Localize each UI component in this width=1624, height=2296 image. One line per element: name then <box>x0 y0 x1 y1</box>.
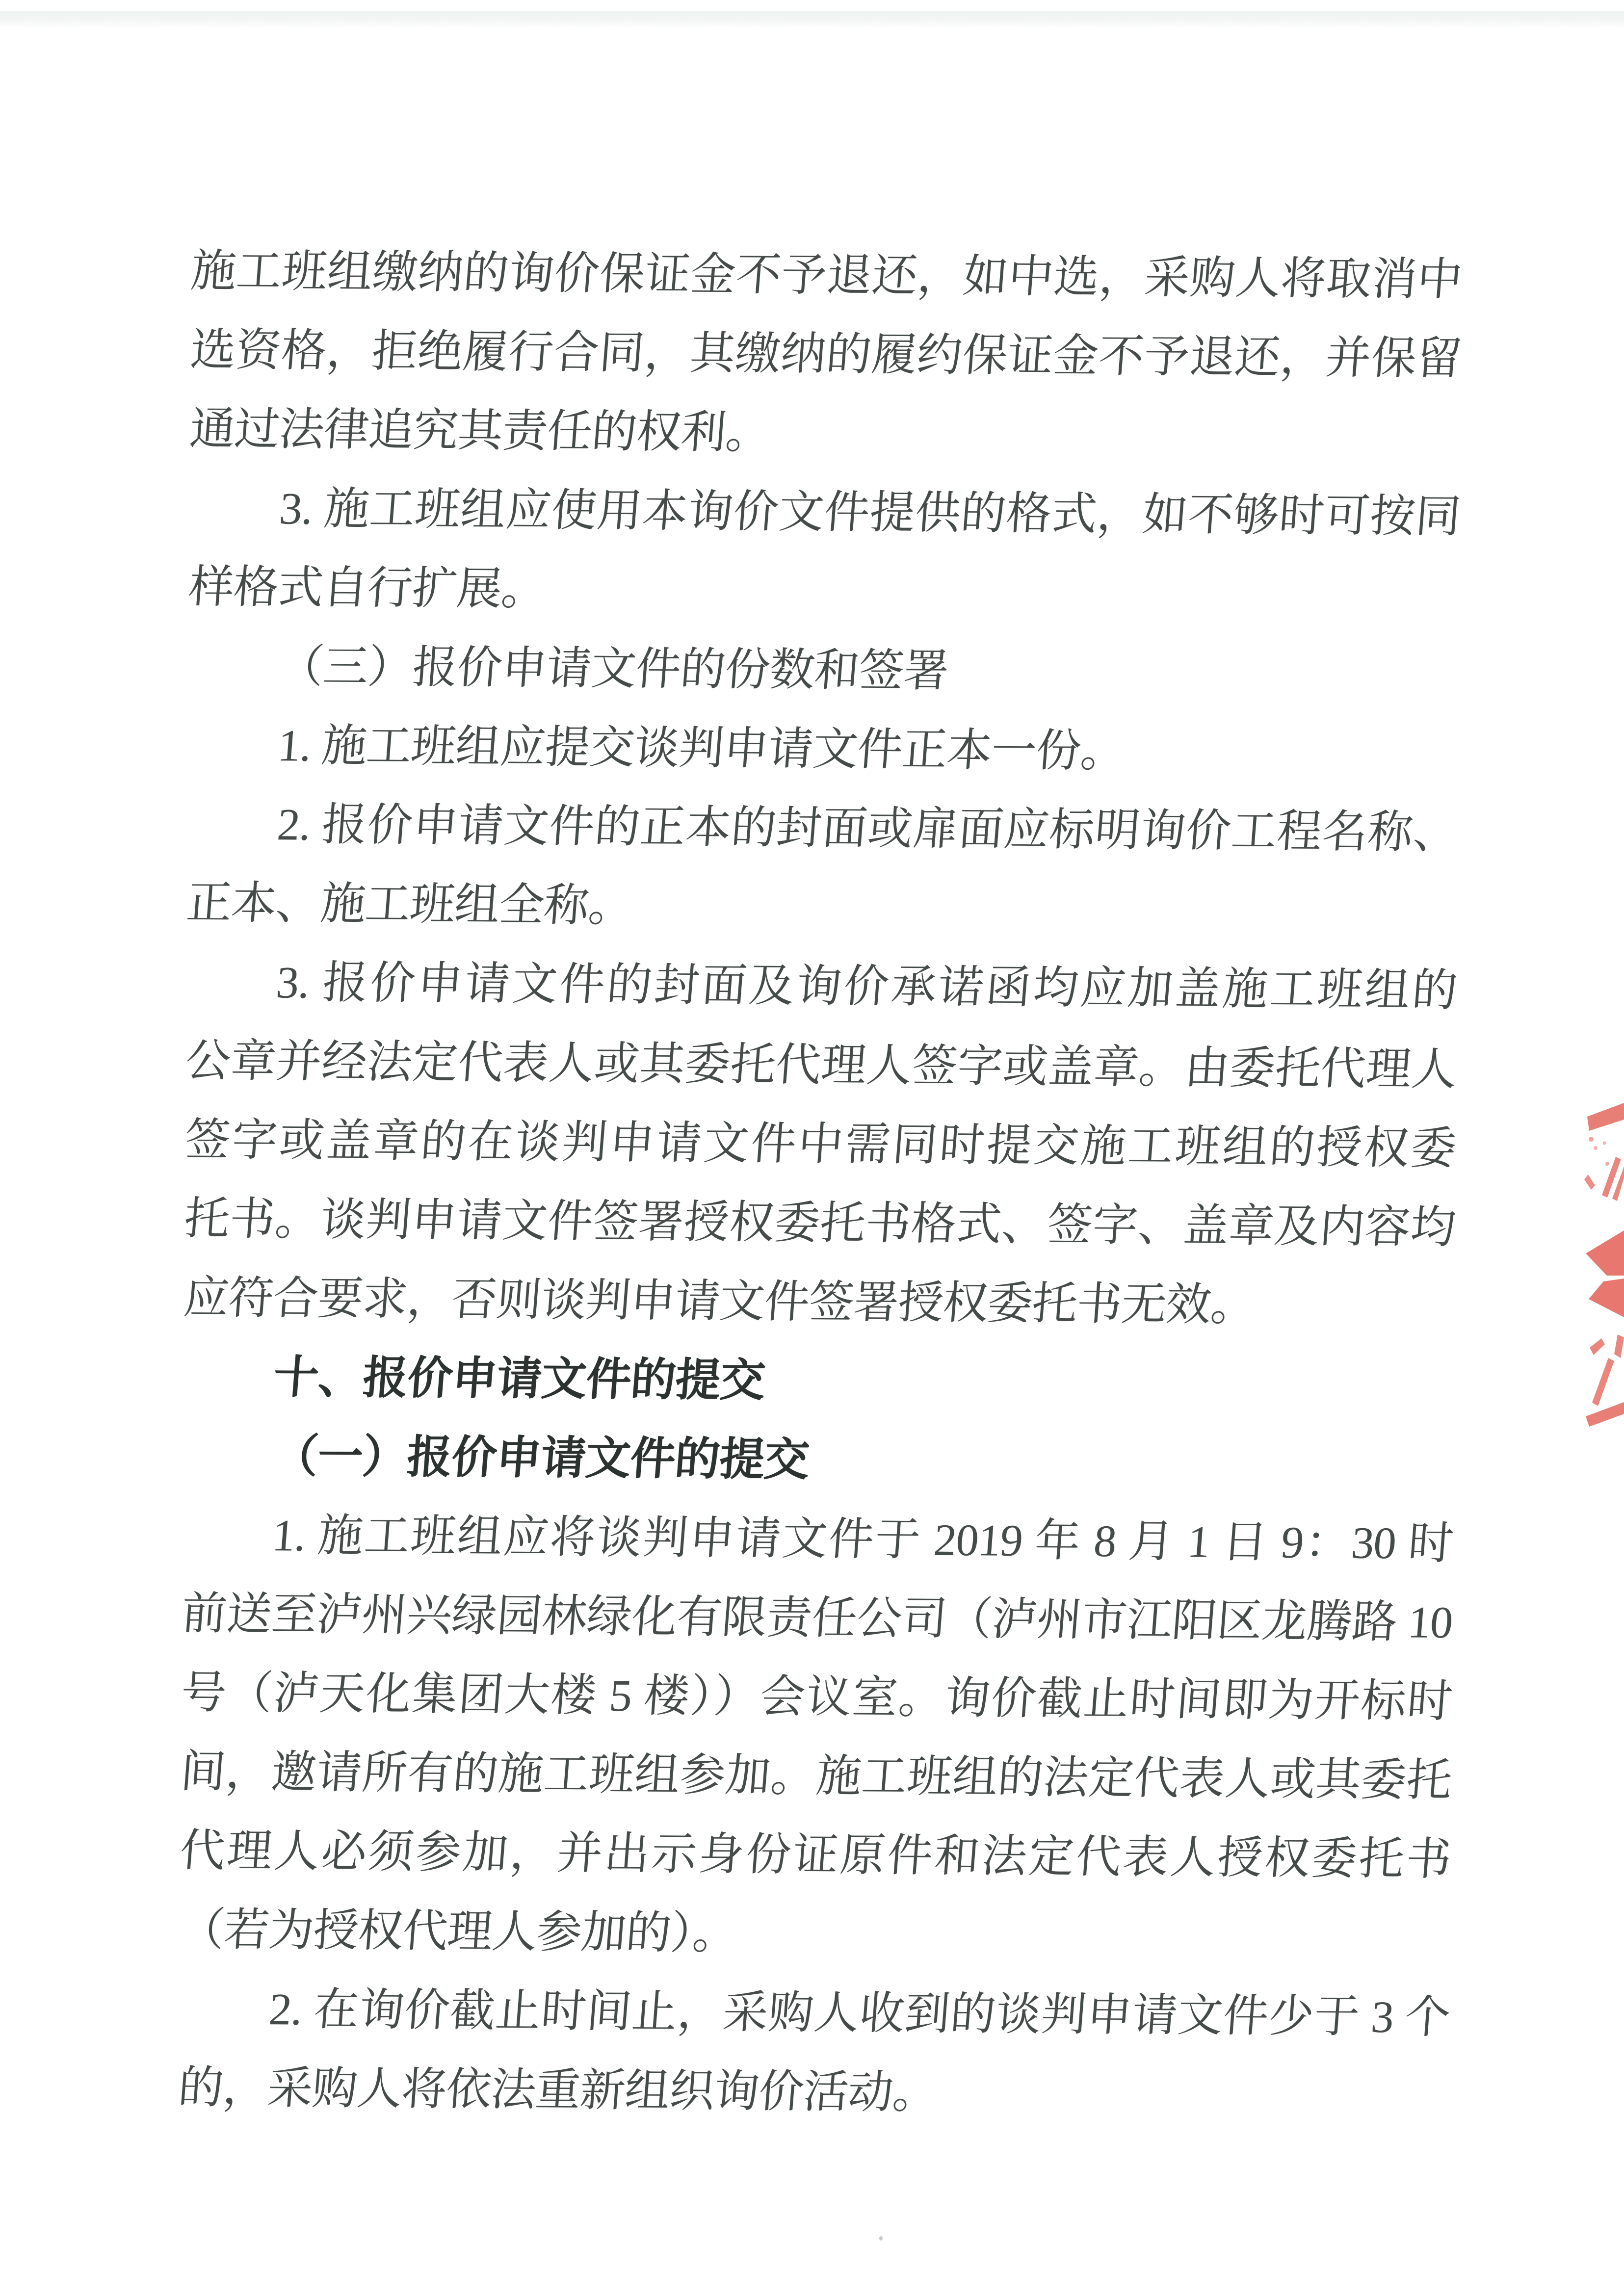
dust-speck <box>879 2236 883 2241</box>
stamp-speck <box>1594 1146 1598 1150</box>
stamp-stroke <box>1586 1230 1624 1276</box>
stamp-speck <box>1589 1137 1594 1142</box>
stamp-stroke <box>1589 1278 1624 1317</box>
text-line-11: 公章并经法定代表人或其委托代理人签字或盖章。由委托代理人 <box>183 1035 1459 1095</box>
stamp-stroke <box>1586 1402 1624 1427</box>
text-line-17: 1. 施工班组应将谈判申请文件于 2019 年 8 月 1 日 9：30 时 <box>270 1510 1455 1568</box>
stamp-stroke <box>1614 1334 1624 1358</box>
stamp-stroke <box>1584 1174 1595 1190</box>
text-line-9: 正本、施工班组全称。 <box>184 877 635 931</box>
text-line-4: 3. 施工班组应使用本询价文件提供的格式，如不够时可按同 <box>278 483 1462 542</box>
text-line-1: 施工班组缴纳的询价保证金不予退还，如中选，采购人将取消中 <box>189 246 1464 305</box>
text-line-22: （若为授权代理人参加的）。 <box>177 1904 739 1958</box>
text-line-12: 签字或盖章的在谈判申请文件中需同时提交施工班组的授权委 <box>183 1114 1458 1174</box>
stamp-stroke <box>1590 1338 1605 1355</box>
text-line-19: 号（泸天化集团大楼 5 楼））会议室。询价截止时间即为开标时 <box>179 1667 1454 1726</box>
text-line-15: 十、报价申请文件的提交 <box>271 1352 767 1406</box>
text-line-16: （一）报价申请文件的提交 <box>271 1431 811 1485</box>
text-line-14: 应符合要求，否则谈判申请文件签署授权委托书无效。 <box>182 1272 1257 1331</box>
text-line-6: （三）报价申请文件的份数和签署 <box>276 641 950 696</box>
text-line-7: 1. 施工班组应提交谈判申请文件正本一份。 <box>276 720 1127 777</box>
text-line-18: 前送至泸州兴绿园林绿化有限责任公司（泸州市江阳区龙腾路 10 <box>180 1588 1455 1647</box>
text-line-20: 间，邀请所有的施工班组参加。施工班组的法定代表人或其委托 <box>179 1746 1453 1805</box>
text-line-8: 2. 报价申请文件的正本的封面或扉面应标明询价工程名称、 <box>275 799 1460 858</box>
text-line-23: 2. 在询价截止时间止，采购人收到的谈判申请文件少于 3 个 <box>267 1984 1452 2042</box>
text-line-21: 代理人必须参加，并出示身份证原件和法定代表人授权委托书 <box>178 1825 1453 1884</box>
text-line-13: 托书。谈判申请文件签署授权委托书格式、签字、盖章及内容均 <box>183 1193 1457 1253</box>
text-line-5: 样格式自行扩展。 <box>187 562 548 615</box>
text-line-24: 的，采购人将依法重新组织询价活动。 <box>176 2062 940 2118</box>
text-line-2: 选资格，拒绝履行合同，其缴纳的履约保证金不予退还，并保留 <box>188 325 1464 384</box>
text-line-3: 通过法律追究其责任的权利。 <box>188 404 773 458</box>
stamp-stroke <box>1592 1358 1614 1406</box>
stamp-speck <box>1603 1142 1606 1145</box>
text-line-10: 3. 报价申请文件的封面及询价承诺函均应加盖施工班组的 <box>274 957 1459 1016</box>
document-body-text <box>178 232 1462 2136</box>
stamp-stroke <box>1587 1103 1624 1131</box>
red-stamp-fragment <box>1560 1070 1624 1433</box>
scanner-edge-band <box>0 11 1624 28</box>
stamp-speck <box>1605 1162 1609 1166</box>
